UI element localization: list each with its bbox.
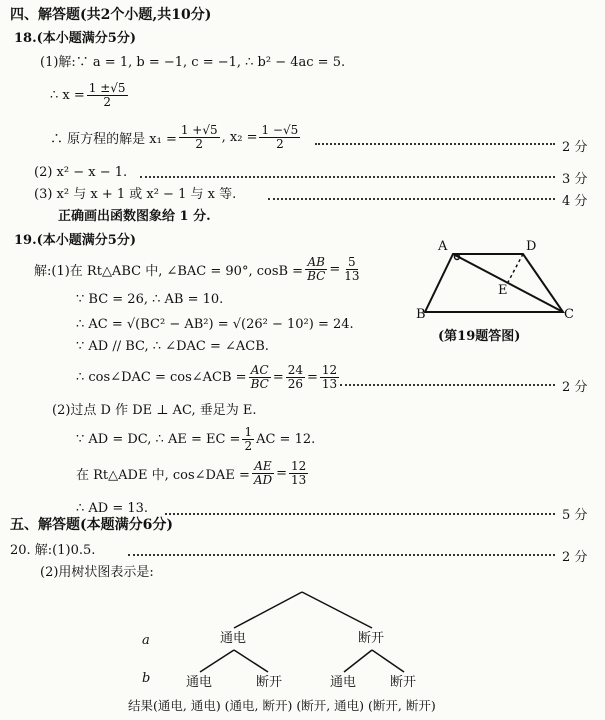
- fraction-numerator: 5: [348, 255, 356, 269]
- q18-part3: (3) x² 与 x + 1 或 x² − 1 与 x 等.: [34, 187, 237, 202]
- fraction-denominator: 13: [291, 472, 307, 487]
- fraction-numerator: AB: [307, 255, 325, 269]
- q20-score-1: 2 分: [562, 550, 588, 565]
- fraction-denominator: BC: [307, 268, 326, 283]
- fraction-denominator: 2: [244, 438, 253, 453]
- q18-part3-note: 正确画出函数图象给 1 分.: [58, 209, 211, 224]
- figure-label-a: A: [438, 239, 448, 254]
- fraction-denominator: AD: [253, 472, 273, 487]
- equals-sign: =: [329, 261, 341, 277]
- tree-level-b-label: b: [142, 671, 151, 686]
- q18-score-3: 4 分: [562, 194, 588, 209]
- q20-line1: 20. 解:(1)0.5.: [10, 543, 96, 558]
- fraction-numerator: 1 −√5: [261, 123, 299, 137]
- tree-node-a-left: 通电: [220, 631, 247, 646]
- section5-heading: 五、解答题(本题满分6分): [10, 517, 173, 533]
- equals-sign: =: [276, 465, 288, 481]
- fraction-denominator: 2: [276, 136, 284, 151]
- tree-branch: [234, 650, 268, 672]
- q19-header: 19.(本小题满分5分): [14, 233, 136, 248]
- q18-solution-prefix: ∴ 原方程的解是 x₁ =: [50, 131, 177, 147]
- tree-branch: [372, 650, 404, 672]
- fraction-denominator: 13: [321, 376, 338, 391]
- fraction-denominator: 2: [195, 136, 204, 151]
- tree-node-a-right: 断开: [358, 631, 385, 646]
- q18-score-2: 3 分: [562, 172, 588, 187]
- tree-branch: [200, 650, 234, 672]
- figure-label-e: E: [498, 283, 508, 298]
- tree-level-a-label: a: [142, 633, 150, 648]
- fraction-numerator: 24: [287, 363, 303, 377]
- fraction-denominator: 2: [103, 94, 111, 109]
- q18-part1-line1: (1)解:∵ a = 1, b = −1, c = −1, ∴ b² − 4ac = 5.: [40, 55, 346, 70]
- fraction-numerator: 12: [321, 363, 338, 377]
- q19-score-1: 2 分: [562, 380, 588, 395]
- q19-line2: ∵ BC = 26, ∴ AB = 10.: [76, 292, 224, 307]
- fraction-numerator: 1 ±√5: [88, 81, 126, 95]
- figure-label-c: C: [564, 307, 574, 322]
- figure-label-b: B: [416, 307, 426, 322]
- fraction-numerator: 1: [244, 425, 253, 439]
- section4-heading: 四、解答题(共2个小题,共10分): [10, 7, 212, 23]
- q19-line8-prefix: 在 Rt△ADE 中, cos∠DAE =: [76, 467, 250, 483]
- q18-part2: (2) x² − x − 1.: [34, 165, 128, 180]
- q19-score-2: 5 分: [562, 508, 588, 523]
- q19-line3: ∴ AC = √(BC² − AB²) = √(26² − 10²) = 24.: [76, 317, 354, 332]
- fraction-denominator: BC: [250, 376, 269, 391]
- q18-score-1: 2 分: [562, 140, 588, 155]
- figure-label-d: D: [526, 239, 537, 254]
- fraction-numerator: AC: [250, 363, 269, 377]
- figure-caption: (第19题答图): [438, 329, 521, 344]
- q19-line1-prefix: 解:(1)在 Rt△ABC 中, ∠BAC = 90°, cosB =: [34, 263, 304, 279]
- equals-sign: =: [272, 369, 284, 385]
- q20-line2: (2)用树状图表示是:: [40, 565, 154, 580]
- q19-line7-prefix: ∵ AD = DC, ∴ AE = EC =: [76, 431, 241, 447]
- fraction-denominator: 13: [344, 268, 360, 283]
- q19-line4: ∵ AD // BC, ∴ ∠DAC = ∠ACB.: [76, 339, 269, 354]
- q18-x2-prefix: , x₂ =: [221, 129, 258, 145]
- q20-results: 结果(通电, 通电) (通电, 断开) (断开, 通电) (断开, 断开): [128, 698, 436, 713]
- tree-node-b2: 断开: [256, 675, 283, 690]
- tree-branch: [344, 650, 372, 672]
- q19-line6: (2)过点 D 作 DE ⊥ AC, 垂足为 E.: [52, 403, 257, 418]
- fraction-denominator: 26: [287, 376, 303, 391]
- q19-line9: ∴ AD = 13.: [76, 501, 149, 516]
- fraction-numerator: 12: [291, 459, 307, 473]
- q19-line5-prefix: ∴ cos∠DAC = cos∠ACB =: [76, 369, 247, 385]
- q19-line7-suffix: AC = 12.: [256, 431, 316, 447]
- fraction-numerator: AE: [254, 459, 272, 473]
- tree-branch: [302, 592, 372, 628]
- tree-branch: [234, 592, 302, 628]
- tree-node-b3: 通电: [330, 675, 357, 690]
- q18-x-prefix: ∴ x =: [50, 87, 85, 103]
- fraction-numerator: 1 +√5: [180, 123, 218, 137]
- equals-sign: =: [307, 369, 318, 385]
- tree-node-b1: 通电: [186, 675, 213, 690]
- q18-header: 18.(本小题满分5分): [14, 31, 136, 46]
- tree-node-b4: 断开: [390, 675, 417, 690]
